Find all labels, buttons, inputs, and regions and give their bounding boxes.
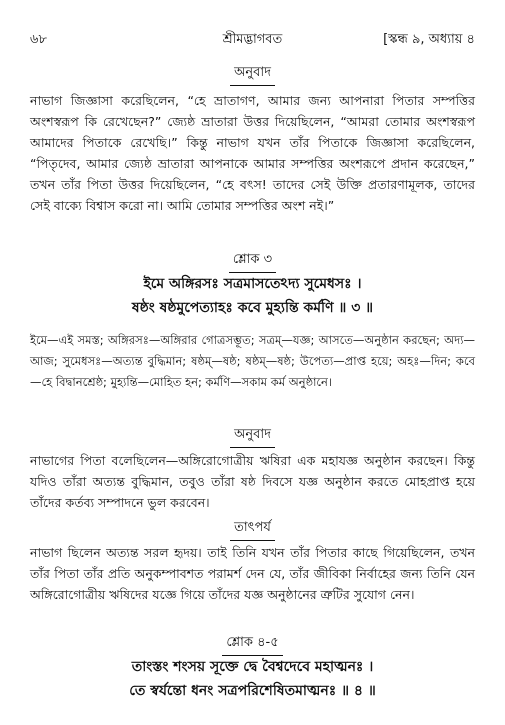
verse-3-heading: শ্লোক ৩ (0, 250, 505, 273)
verse-4-5 (30, 655, 475, 703)
verse-3 (30, 272, 475, 320)
verse-4-5-heading: শ্লোক ৪-৫ (0, 633, 505, 656)
translation-text-1: নাভাগ জিজ্ঞাসা করেছিলেন, “হে ভ্রাতাগণ, আমার জন্য আপনারা পিতার সম্পত্তির অংশস্বরূপ কি রেখেছেন?” জ্যেষ্ঠ ভ্রাতারা উত্তর দিয়েছিলেন, “আমরা তোমার অংশস্বরূপ আমাদের পিতাকে রেখেছি।” কিন্তু নাভাগ যখন তাঁর পিতাকে জিজ্ঞাসা করেছিলেন, “পিতৃদেব, আমার জ্যেষ্ঠ ভ্রাতারা আপনাকে আমার সম্পত্তির অংশরূপে প্রদান করেছেন,” তখন তাঁর পিতা উত্তর দিয়েছিলেন, “হে বৎস! তাদের সেই উক্তি প্রতারণামূলক, তাদের সেই বাক্যে বিশ্বাস করো না। আমি তোমার সম্পত্তির অংশ নই।” (30, 93, 475, 213)
translation-heading-2: অনুবাদ (0, 425, 505, 448)
canto-chapter-location: [স্কন্ধ ৯, অধ্যায় ৪ (383, 32, 475, 47)
purport-heading: তাৎপর্য (0, 518, 505, 541)
verse-4-5-line-1: তাংস্তং শংসয় সূক্তে দ্বে বৈশ্বদেবে মহাত্মনঃ । (131, 659, 374, 675)
verse-3-line-1: ইমে অঙ্গিরসঃ সত্রমাসতেঽদ্য সুমেধসঃ । (143, 276, 362, 292)
page-header (30, 30, 475, 48)
translation-text-2: নাভাগের পিতা বলেছিলেন—অঙ্গিরোগোত্রীয় ঋষিরা এক মহাযজ্ঞ অনুষ্ঠান করছেন। কিন্তু যদিও তাঁরা অত্যন্ত বুদ্ধিমান, তবুও তাঁরা ষষ্ঠ দিবসে যজ্ঞ অনুষ্ঠান করতে মোহপ্রাপ্ত হয়ে তাঁদের কর্তব্য সম্পাদনে ভুল করবেন। (30, 453, 475, 510)
verse-4-5-line-2: তে স্বর্যন্তো ধনং সত্রপরিশেষিতমাত্মনঃ ॥ ৪ ॥ (129, 683, 376, 699)
word-synonyms-3: ইমে—এই সমস্ত; অঙ্গিরসঃ—অঙ্গিরার গোত্রসম্ভূত; সত্রম্—যজ্ঞ; আসতে—অনুষ্ঠান করছেন; অদ্য—আজ; সুমেধসঃ—অত্যন্ত বুদ্ধিমান; ষষ্ঠম্—ষষ্ঠ; ষষ্ঠম্—ষষ্ঠ; উপেত্য—প্রাপ্ত হয়ে; অহঃ—দিন; কবে—হে বিদ্বানশ্রেষ্ঠ; মুহ্যন্তি—মোহিত হন; কর্মণি—সকাম কর্ম অনুষ্ঠানে। (30, 333, 475, 389)
book-title: শ্রীমদ্ভাগবত (222, 32, 283, 47)
translation-heading-1: অনুবাদ (0, 63, 505, 86)
page-number: ৬৮ (30, 32, 47, 47)
verse-3-line-2: ষষ্ঠং ষষ্ঠমুপেত্যাহঃ কবে মুহ্যন্তি কর্মণি ॥ ৩ ॥ (131, 300, 374, 316)
purport-text: নাভাগ ছিলেন অত্যন্ত সরল হৃদয়। তাই তিনি যখন তাঁর পিতার কাছে গিয়েছিলেন, তখন তাঁর পিতা তাঁর প্রতি অনুকম্পাবশত পরামর্শ দেন যে, তাঁর জীবিকা নির্বাহের জন্য তিনি যেন অঙ্গিরোগোত্রীয় ঋষিদের যজ্ঞে গিয়ে তাঁদের যজ্ঞ অনুষ্ঠানের ত্রুটির সুযোগ নেন। (30, 545, 475, 602)
